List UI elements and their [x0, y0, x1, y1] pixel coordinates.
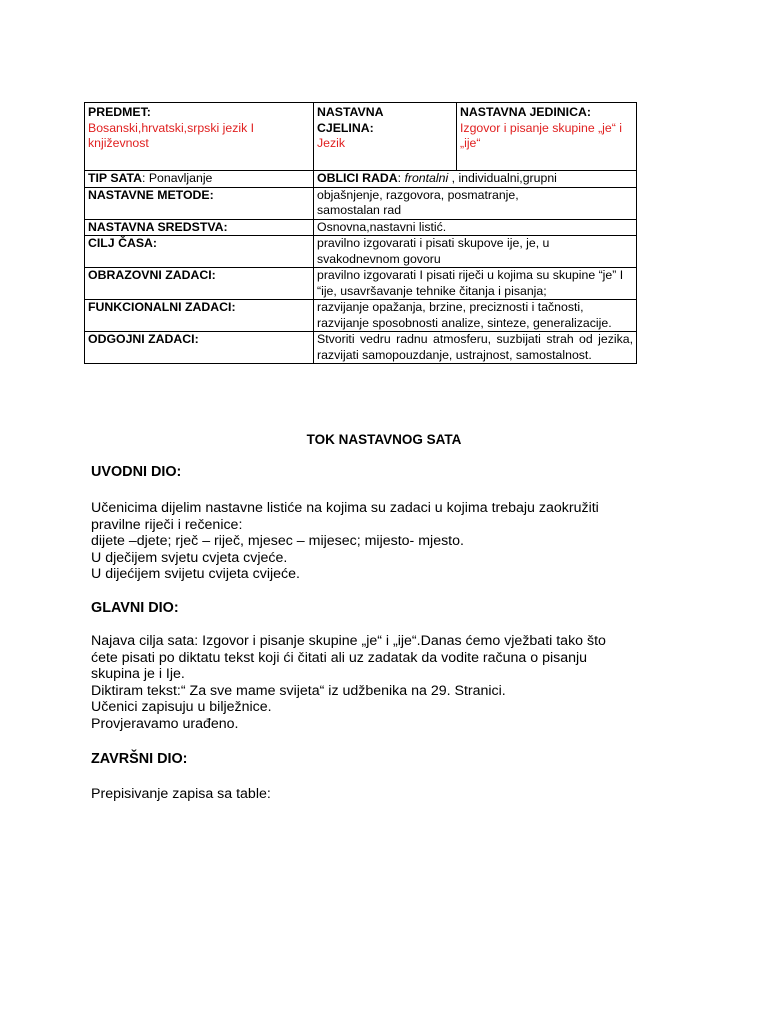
uvodni-line: dijete –djete; rječ – riječ, mjesec – mijesec; mijesto- mjesto.	[91, 533, 464, 550]
predmet-cell	[85, 103, 314, 171]
oblici-rada-label: OBLICI RADA	[317, 171, 398, 185]
glavni-line: skupina je i Ije.	[91, 666, 185, 683]
uvodni-heading: UVODNI DIO:	[91, 464, 182, 480]
glavni-line: Najava cilja sata: Izgovor i pisanje skupine „je“ i „ije“.Danas ćemo vježbati tako što	[91, 633, 606, 649]
predmet-value: Bosanski,hrvatski,srpski jezik I književnost	[88, 120, 255, 150]
cjelina-label-line2: CJELINA:	[317, 120, 374, 135]
tip-sata-label: TIP SATA	[88, 171, 142, 185]
metode-label: NASTAVNE METODE:	[85, 187, 314, 219]
uvodni-line: pravilne riječi i rečenice:	[91, 516, 243, 533]
document-title: TOK NASTAVNOG SATA	[306, 432, 462, 447]
sredstva-value: Osnovna,nastavni listić.	[314, 219, 637, 236]
glavni-line: Učenici zapisuju u bilježnice.	[91, 699, 272, 716]
funkcionalni-label: FUNKCIONALNI ZADACI:	[85, 300, 314, 332]
cjelina-label-line1: NASTAVNA	[317, 105, 384, 119]
jedinica-value: Izgovor i pisanje skupine „je“ i „ije“	[460, 120, 622, 150]
jedinica-cell	[457, 103, 637, 171]
obrazovni-value: pravilno izgovarati I pisati riječi u kojima su skupine “je” I “ije, usavršavanje tehnike čitanja i pisanja;	[314, 268, 637, 300]
glavni-paragraph	[91, 633, 671, 733]
cjelina-cell	[314, 103, 457, 171]
sredstva-label: NASTAVNA SREDSTVA:	[85, 219, 314, 236]
predmet-label: PREDMET:	[88, 105, 151, 119]
zavrsni-text: Prepisivanje zapisa sa table:	[91, 786, 271, 802]
glavni-line: Diktiram tekst:“ Za sve mame svijeta“ iz udžbenika na 29. Stranici.	[91, 682, 506, 699]
zavrsni-heading: ZAVRŠNI DIO:	[91, 751, 188, 767]
lesson-info-table	[84, 102, 637, 364]
glavni-line: Provjeravamo urađeno.	[91, 715, 239, 732]
oblici-rada-rest: , individualni,grupni	[448, 171, 557, 185]
zavrsni-paragraph	[91, 786, 671, 803]
odgojni-label: ODGOJNI ZADACI:	[85, 332, 314, 364]
jedinica-label: NASTAVNA JEDINICA:	[460, 105, 591, 119]
tip-sata-value: : Ponavljanje	[141, 171, 213, 185]
uvodni-paragraph	[91, 500, 671, 583]
cilj-label: CILJ ČASA:	[85, 236, 314, 268]
obrazovni-label: OBRAZOVNI ZADACI:	[85, 268, 314, 300]
uvodni-line: U dječijem svjetu cvjeta cvjeće.	[91, 549, 288, 566]
metode-value: objašnjenje, razgovora, posmatranje, samostalan rad	[314, 187, 637, 219]
glavni-line: ćete pisati po diktatu tekst koji ći čitati ali uz zadatak da vodite računa o pisanju	[91, 649, 588, 666]
uvodni-line: U dijećijem svijetu cvijeta cvijeće.	[91, 566, 300, 583]
cilj-value: pravilno izgovarati i pisati skupove ije, je, u svakodnevnom govoru	[314, 236, 637, 268]
oblici-rada-italic: frontalni	[404, 171, 449, 185]
glavni-heading: GLAVNI DIO:	[91, 600, 179, 616]
uvodni-line: Učenicima dijelim nastavne listiće na kojima su zadaci u kojima trebaju zaokružiti	[91, 500, 599, 516]
tip-sata-cell	[85, 171, 314, 188]
funkcionalni-value: razvijanje opažanja, brzine, preciznosti i tačnosti, razvijanje sposobnosti analize, sinteze, generalizacije.	[314, 300, 637, 332]
cjelina-value: Jezik	[317, 136, 346, 150]
oblici-rada-colon: :	[397, 171, 405, 185]
oblici-rada-cell	[314, 171, 637, 188]
odgojni-value: Stvoriti vedru radnu atmosferu, suzbijati strah od jezika, razvijati samopouzdanje, ustrajnost, samostalnost.	[314, 332, 637, 364]
